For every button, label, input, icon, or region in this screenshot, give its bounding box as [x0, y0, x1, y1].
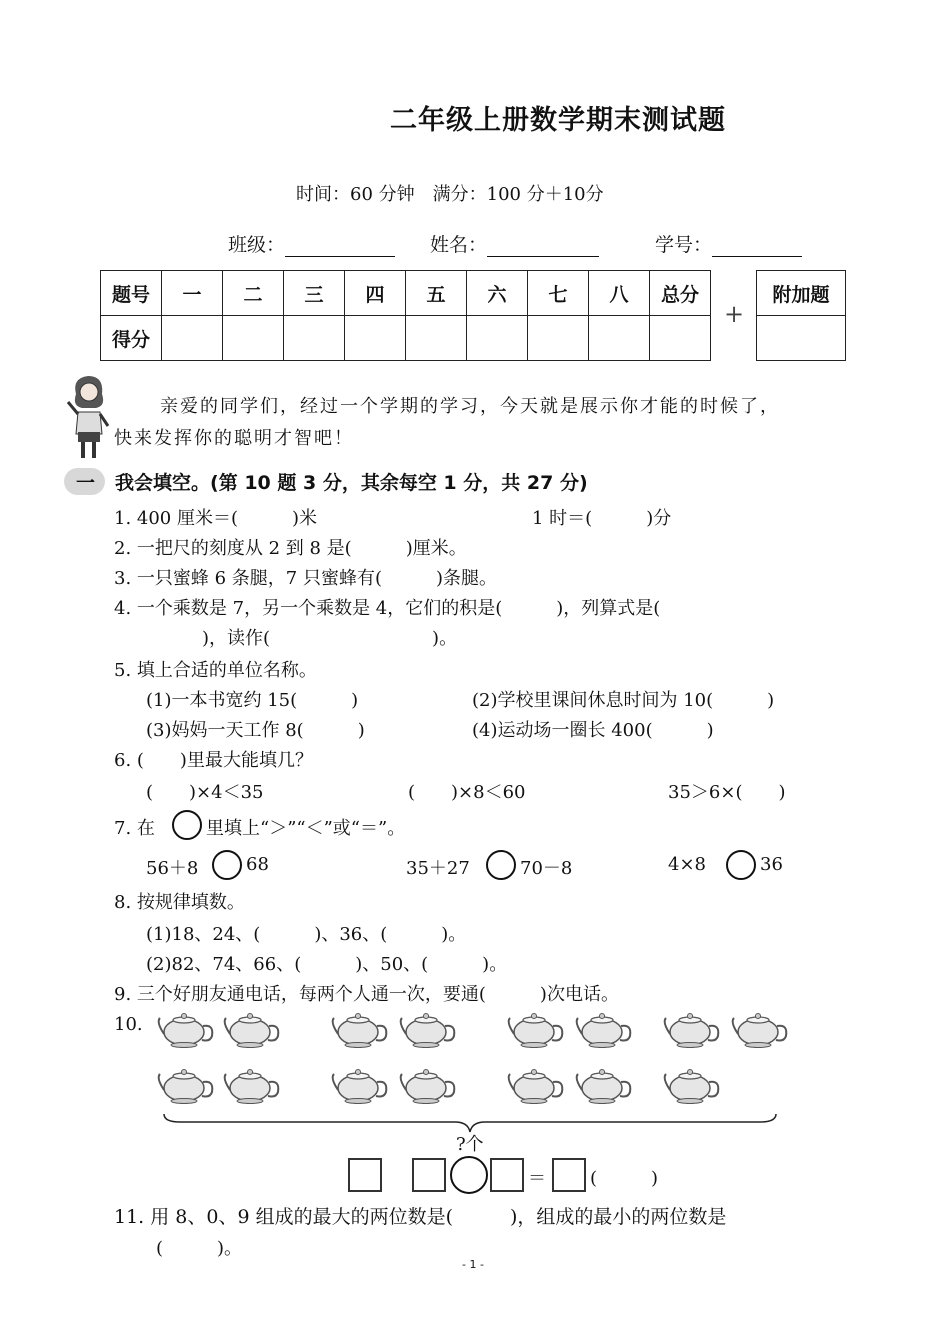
class-label: 班级： [228, 234, 286, 256]
teapot-icon [662, 1008, 722, 1050]
score-value-row [101, 316, 711, 361]
question-5-3: (3)妈妈一天工作 8( ) [146, 720, 365, 741]
question-4a: 4. 一个乘数是 7，另一个乘数是 4，它们的积是( )，列算式是( [114, 598, 661, 619]
page-title: 二年级上册数学期末测试题 [390, 105, 726, 136]
score-cell[interactable] [345, 316, 406, 361]
question-4b: )，读作( )。 [148, 628, 458, 649]
question-7-1-right: 68 [246, 854, 269, 875]
question-8: 8. 按规律填数。 [114, 892, 245, 913]
score-cell[interactable] [650, 316, 711, 361]
question-10-label: 10. [114, 1014, 143, 1035]
compare-circle[interactable] [212, 850, 242, 880]
section-number-badge: 一 [64, 468, 105, 495]
question-8-2: (2)82、74、66、( )、50、( )。 [146, 954, 508, 975]
name-field [430, 230, 599, 257]
score-cell[interactable] [528, 316, 589, 361]
question-7-prefix: 7. 在 [114, 818, 155, 839]
name-blank[interactable] [487, 236, 599, 257]
id-blank[interactable] [712, 236, 802, 257]
brace-label: ?个 [456, 1134, 484, 1155]
question-7-suffix: 里填上“＞”“＜”或“＝”。 [206, 818, 406, 839]
name-label: 姓名： [430, 234, 488, 256]
answer-box[interactable] [412, 1158, 446, 1192]
score-header-cell: 二 [223, 271, 284, 316]
question-11b: ( )。 [156, 1238, 243, 1259]
score-cell[interactable] [589, 316, 650, 361]
score-header-cell: 题号 [101, 271, 162, 316]
question-3: 3. 一只蜜蜂 6 条腿，7 只蜜蜂有( )条腿。 [114, 568, 498, 589]
question-6-3: 35＞6×( ) [668, 782, 786, 803]
exam-meta: 时间：60 分钟 满分：100 分＋10分 [296, 184, 604, 205]
teapot-icon [222, 1064, 282, 1106]
question-11a: 11. 用 8、0、9 组成的最大的两位数是( )，组成的最小的两位数是 [114, 1206, 727, 1228]
score-cell[interactable] [406, 316, 467, 361]
teapot-icon [574, 1008, 634, 1050]
teapot-icon [330, 1008, 390, 1050]
question-6: 6. ( )里最大能填几？ [114, 750, 313, 771]
answer-box[interactable] [348, 1158, 382, 1192]
question-7-3-right: 36 [760, 854, 783, 875]
extra-score-cell[interactable] [757, 316, 846, 361]
score-row-label: 得分 [101, 316, 162, 361]
plus-sign: + [724, 300, 745, 328]
extra-score-table [756, 270, 846, 361]
id-field [655, 230, 802, 257]
id-label: 学号： [655, 234, 713, 256]
teapot-icon [222, 1008, 282, 1050]
teapot-icon [506, 1064, 566, 1106]
teapot-icon [574, 1064, 634, 1106]
score-header-row [101, 271, 711, 316]
section-title: 我会填空。(第 10 题 3 分，其余每空 1 分，共 27 分) [115, 472, 588, 494]
question-6-2: ( )×8＜60 [408, 782, 526, 803]
question-1a: 1. 400 厘米＝( )米 [114, 508, 318, 529]
extra-header-cell: 附加题 [757, 271, 846, 316]
equals-sign: ＝ [528, 1168, 546, 1189]
question-5-2: (2)学校里课间休息时间为 10( ) [472, 690, 775, 711]
score-cell[interactable] [284, 316, 345, 361]
answer-box[interactable] [552, 1158, 586, 1192]
question-1b: 1 时＝( )分 [532, 508, 672, 529]
question-7-3-left: 4×8 [668, 854, 706, 875]
score-header-cell: 四 [345, 271, 406, 316]
score-header-cell: 一 [162, 271, 223, 316]
question-5-1: (1)一本书宽约 15( ) [146, 690, 359, 711]
teapot-icon [662, 1064, 722, 1106]
question-8-1: (1)18、24、( )、36、( )。 [146, 924, 467, 945]
score-header-cell: 六 [467, 271, 528, 316]
intro-line-2: 快来发挥你的聪明才智吧！ [114, 428, 354, 449]
page-number: - 1 - [462, 1258, 484, 1271]
teapot-icon [156, 1064, 216, 1106]
question-7-1-left: 56＋8 [146, 858, 199, 879]
teapot-icon [506, 1008, 566, 1050]
question-5-4: (4)运动场一圈长 400( ) [472, 720, 714, 741]
score-header-cell: 七 [528, 271, 589, 316]
teapot-icon [156, 1008, 216, 1050]
teapot-icon [330, 1064, 390, 1106]
question-9: 9. 三个好朋友通电话，每两个人通一次，要通( )次电话。 [114, 984, 619, 1005]
class-blank[interactable] [285, 236, 395, 257]
girl-illustration [66, 372, 114, 462]
score-cell[interactable] [223, 316, 284, 361]
score-cell[interactable] [467, 316, 528, 361]
question-7-2-left: 35＋27 [406, 858, 470, 879]
score-cell[interactable] [162, 316, 223, 361]
compare-circle-example [172, 810, 202, 840]
teapot-icon [398, 1064, 458, 1106]
answer-box[interactable] [490, 1158, 524, 1192]
compare-circle[interactable] [726, 850, 756, 880]
teapot-icon [730, 1008, 790, 1050]
question-7-2-right: 70－8 [520, 858, 573, 879]
question-6-1: ( )×4＜35 [146, 782, 264, 803]
score-table [100, 270, 711, 361]
operator-circle[interactable] [450, 1156, 488, 1194]
score-header-cell: 三 [284, 271, 345, 316]
intro-line-1: 亲爱的同学们，经过一个学期的学习，今天就是展示你才能的时候了， [160, 396, 780, 417]
compare-circle[interactable] [486, 850, 516, 880]
question-5: 5. 填上合适的单位名称。 [114, 660, 317, 681]
score-header-cell: 总分 [650, 271, 711, 316]
question-2: 2. 一把尺的刻度从 2 到 8 是( )厘米。 [114, 538, 467, 559]
score-header-cell: 五 [406, 271, 467, 316]
answer-unit-blank: ( ) [590, 1168, 659, 1189]
section-heading [64, 468, 588, 495]
class-field [228, 230, 395, 257]
score-header-cell: 八 [589, 271, 650, 316]
teapot-icon [398, 1008, 458, 1050]
